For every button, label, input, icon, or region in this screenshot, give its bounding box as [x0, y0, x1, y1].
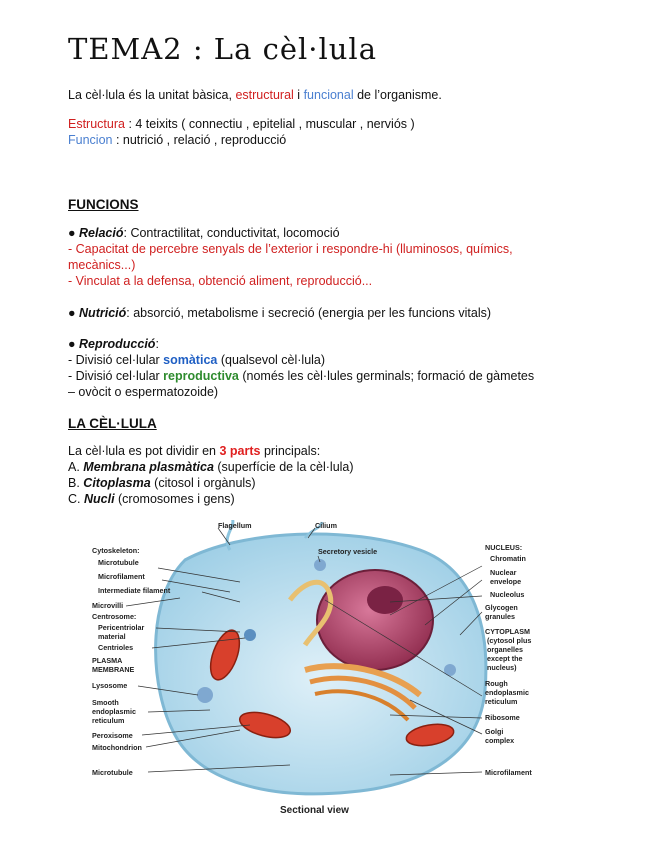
relacio-detail-2: mecànics...)	[68, 258, 136, 272]
intro-paragraph	[68, 87, 442, 103]
label-cytoplasm-2: (cytosol plus	[487, 636, 532, 645]
label-centrosome: Centrosome:	[92, 612, 137, 621]
lysosome-shape	[197, 687, 213, 703]
page-title: TEMA2 : La cèl·lula	[68, 32, 377, 66]
part-b-post: (citosol i orgànuls)	[150, 476, 256, 490]
label-nuclear-2: envelope	[490, 577, 522, 586]
label-rough-2: endoplasmic	[485, 688, 529, 697]
label-ribosome: Ribosome	[485, 713, 520, 722]
funcions-heading: FUNCIONS	[68, 197, 139, 212]
label-plasma-2: MEMBRANE	[92, 665, 135, 674]
nutricio-line	[68, 305, 491, 321]
label-chromatin: Chromatin	[490, 554, 526, 563]
part-a-post: (superfície de la cèl·lula)	[213, 460, 354, 474]
reproduccio-colon: :	[155, 337, 159, 351]
reproduccio-reproductiva	[68, 368, 534, 384]
somatica-pre: - Divisió cel·lular	[68, 353, 164, 367]
label-cilium: Cilium	[315, 521, 337, 530]
reproduccio-line	[68, 336, 159, 352]
nutricio-text: : absorció, metabolisme i secreció (energia per les funcions vitals)	[126, 306, 492, 320]
relacio-bullet: ●	[68, 226, 80, 240]
label-smooth-1: Smooth	[92, 698, 119, 707]
label-microvilli: Microvilli	[92, 601, 124, 610]
nutricio-term: Nutrició	[79, 306, 127, 320]
label-microtubule-bottom: Microtubule	[92, 768, 133, 777]
somatica-post: (qualsevol cèl·lula)	[217, 353, 326, 367]
label-cytoskeleton: Cytoskeleton:	[92, 546, 140, 555]
label-cytoplasm-5: nucleus)	[487, 663, 517, 672]
cellula-intro-post: principals:	[260, 444, 321, 458]
estructura-label: Estructura	[68, 117, 125, 131]
reproductiva-post: (només les cèl·lules germinals; formació de gàmetes	[238, 369, 535, 383]
label-rough-1: Rough	[485, 679, 508, 688]
label-golgi-2: complex	[485, 736, 515, 745]
label-nuclear-1: Nuclear	[490, 568, 517, 577]
label-smooth-3: reticulum	[92, 716, 125, 725]
label-smooth-2: endoplasmic	[92, 707, 136, 716]
label-pericentriolar-2: material	[98, 632, 126, 641]
part-a-pre: A.	[68, 460, 84, 474]
part-a	[68, 459, 354, 475]
part-c-pre: C.	[68, 492, 84, 506]
label-mitochondrion: Mitochondrion	[92, 743, 142, 752]
reproductiva-key: reproductiva	[163, 369, 239, 383]
nutricio-bullet: ●	[68, 306, 80, 320]
cellula-heading: LA CÈL·LULA	[68, 416, 157, 431]
part-b-term: Citoplasma	[83, 476, 151, 490]
part-c	[68, 491, 235, 507]
reproduccio-term: Reproducció	[79, 337, 156, 351]
label-nucleolus: Nucleolus	[490, 590, 525, 599]
part-c-post: (cromosomes i gens)	[114, 492, 235, 506]
label-lysosome: Lysosome	[92, 681, 128, 690]
reproduccio-gametes: – ovòcit o espermatozoide)	[68, 385, 219, 399]
funcion-text: : nutrició , relació , reproducció	[112, 133, 287, 147]
part-a-term: Membrana plasmàtica	[83, 460, 214, 474]
vesicle-shape-1	[314, 559, 326, 571]
label-peroxisome: Peroxisome	[92, 731, 133, 740]
label-glycogen-1: Glycogen	[485, 603, 518, 612]
cellula-intro-key: 3 parts	[219, 444, 261, 458]
relacio-text: : Contractilitat, conductivitat, locomoció	[123, 226, 340, 240]
label-microtubule: Microtubule	[98, 558, 139, 567]
relacio-line	[68, 225, 340, 241]
label-golgi-1: Golgi	[485, 727, 504, 736]
reproductiva-pre: - Divisió cel·lular	[68, 369, 164, 383]
label-plasma-1: PLASMA	[92, 656, 123, 665]
estructura-text: : 4 teixits ( connectiu , epitelial , muscular , nerviós )	[124, 117, 415, 131]
label-nucleus: NUCLEUS:	[485, 543, 523, 552]
nucleolus-shape	[367, 586, 403, 614]
label-rough-3: reticulum	[485, 697, 518, 706]
intro-mid: i	[293, 88, 304, 102]
intro-estructural: estructural	[235, 88, 294, 102]
part-b-pre: B.	[68, 476, 84, 490]
cellula-intro-pre: La cèl·lula es pot dividir en	[68, 444, 220, 458]
funcion-line	[68, 132, 286, 148]
label-cytoplasm-3: organelles	[487, 645, 523, 654]
intro-funcional: funcional	[303, 88, 354, 102]
relacio-detail-1: - Capacitat de percebre senyals de l’exterior i respondre-hi (lluminosos, químics,	[68, 242, 513, 256]
funcion-label: Funcion	[68, 133, 113, 147]
part-b	[68, 475, 256, 491]
intro-pre: La cèl·lula és la unitat bàsica,	[68, 88, 236, 102]
label-intermediate-filament: Intermediate filament	[98, 586, 171, 595]
figure-caption: Sectional view	[280, 805, 349, 816]
cellula-intro	[68, 443, 320, 459]
relacio-detail-3: - Vinculat a la defensa, obtenció aliment, reproducció...	[68, 274, 373, 288]
intro-post: de l’organisme.	[353, 88, 442, 102]
label-secretory-vesicle: Secretory vesicle	[318, 547, 378, 556]
label-flagellum: Flagellum	[218, 521, 252, 530]
label-glycogen-2: granules	[485, 612, 515, 621]
centriole-shape	[244, 629, 256, 641]
cell-diagram	[90, 520, 560, 820]
relacio-term: Relació	[79, 226, 124, 240]
label-pericentriolar-1: Pericentriolar	[98, 623, 145, 632]
reproduccio-bullet: ●	[68, 337, 80, 351]
part-c-term: Nucli	[83, 492, 115, 506]
label-cytoplasm-4: except the	[487, 654, 523, 663]
label-centrioles: Centrioles	[98, 643, 134, 652]
estructura-line	[68, 116, 415, 132]
reproduccio-somatica	[68, 352, 325, 368]
label-cytoplasm-1: CYTOPLASM	[485, 627, 530, 636]
somatica-key: somàtica	[163, 353, 218, 367]
label-microfilament-right: Microfilament	[485, 768, 532, 777]
label-microfilament: Microfilament	[98, 572, 145, 581]
